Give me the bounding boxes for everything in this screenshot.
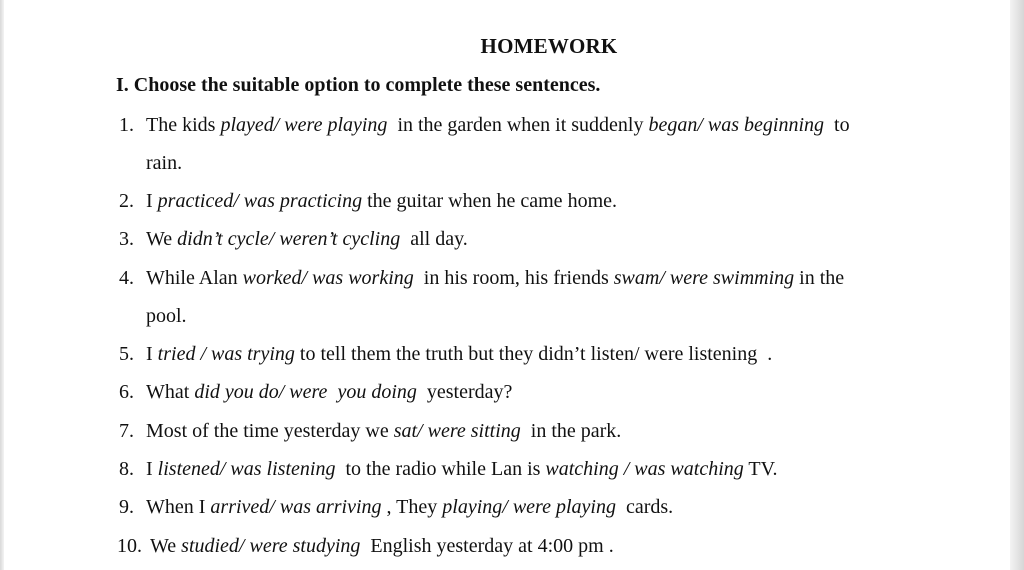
item-text-line (146, 267, 844, 290)
sentence-text: English yesterday at 4:00 pm . (360, 535, 614, 557)
sentence-text: We (150, 535, 182, 557)
sentence-text: the guitar when he came home. (362, 190, 617, 212)
sentence-text: What (146, 381, 195, 403)
sentence-text: to the radio while Lan is (335, 458, 546, 480)
answer-option: studied/ were studying (181, 535, 361, 557)
answer-option: listened/ was listening (157, 458, 336, 480)
item-text-line (146, 496, 673, 519)
item-text-line (146, 228, 468, 251)
answer-option: began/ was beginning (648, 114, 825, 136)
sentence-text: in the garden when it suddenly (387, 114, 649, 136)
item-text-line (146, 114, 850, 137)
answer-option: playing/ were playing (442, 496, 616, 518)
item-text-line (146, 458, 777, 481)
item-text-line (146, 305, 187, 328)
item-number: 5. (119, 343, 134, 365)
answer-option: swam/ were swimming (613, 267, 795, 289)
document-title: HOMEWORK (480, 34, 618, 58)
sentence-text: in the park. (520, 420, 622, 442)
answer-option: practiced/ was practicing (157, 190, 363, 212)
sentence-text: yesterday? (416, 381, 513, 403)
sentence-text: We (146, 228, 178, 250)
sentence-text: I (146, 190, 158, 212)
answer-option: did you do/ were you doing (194, 381, 417, 403)
item-text-line (146, 190, 617, 213)
sentence-text: , They (381, 496, 443, 518)
sentence-text: all day. (400, 228, 468, 250)
sentence-text: The kids (146, 114, 221, 136)
item-number: 6. (119, 381, 134, 403)
item-text-line (146, 420, 621, 443)
section-instruction: I. Choose the suitable option to complete these sentences. (116, 74, 601, 96)
document-page (4, 0, 1010, 570)
item-number: 8. (119, 458, 134, 480)
page-right-shadow (1010, 0, 1024, 570)
item-number: 4. (119, 267, 134, 289)
item-number: 1. (119, 114, 134, 136)
sentence-text: in the (794, 267, 845, 289)
sentence-text: to tell them the truth but they didn’t listen/ were listening . (294, 343, 773, 365)
sentence-text: in his room, his friends (413, 267, 614, 289)
sentence-text: rain. (146, 152, 183, 174)
sentence-text: When I (146, 496, 211, 518)
answer-option: played/ were playing (220, 114, 388, 136)
sentence-text: I (146, 458, 158, 480)
sentence-text: TV. (743, 458, 778, 480)
item-number: 7. (119, 420, 134, 442)
answer-option: sat/ were sitting (393, 420, 521, 442)
sentence-text: I (146, 343, 158, 365)
sentence-text: cards. (615, 496, 674, 518)
item-text-line (146, 381, 512, 404)
sentence-text: While Alan (146, 267, 243, 289)
item-number: 2. (119, 190, 134, 212)
answer-option: tried / was trying (157, 343, 295, 365)
sentence-text: pool. (146, 305, 187, 327)
item-number: 10. (117, 535, 142, 557)
item-number: 9. (119, 496, 134, 518)
item-text-line (146, 343, 772, 366)
answer-option: watching / was watching (545, 458, 744, 480)
item-text-line (150, 535, 614, 558)
answer-option: didn’t cycle/ weren’t cycling (177, 228, 401, 250)
sentence-text: to (824, 114, 850, 136)
sentence-text: Most of the time yesterday we (146, 420, 394, 442)
item-text-line (146, 152, 182, 175)
item-number: 3. (119, 228, 134, 250)
answer-option: arrived/ was arriving (210, 496, 382, 518)
answer-option: worked/ was working (242, 267, 414, 289)
